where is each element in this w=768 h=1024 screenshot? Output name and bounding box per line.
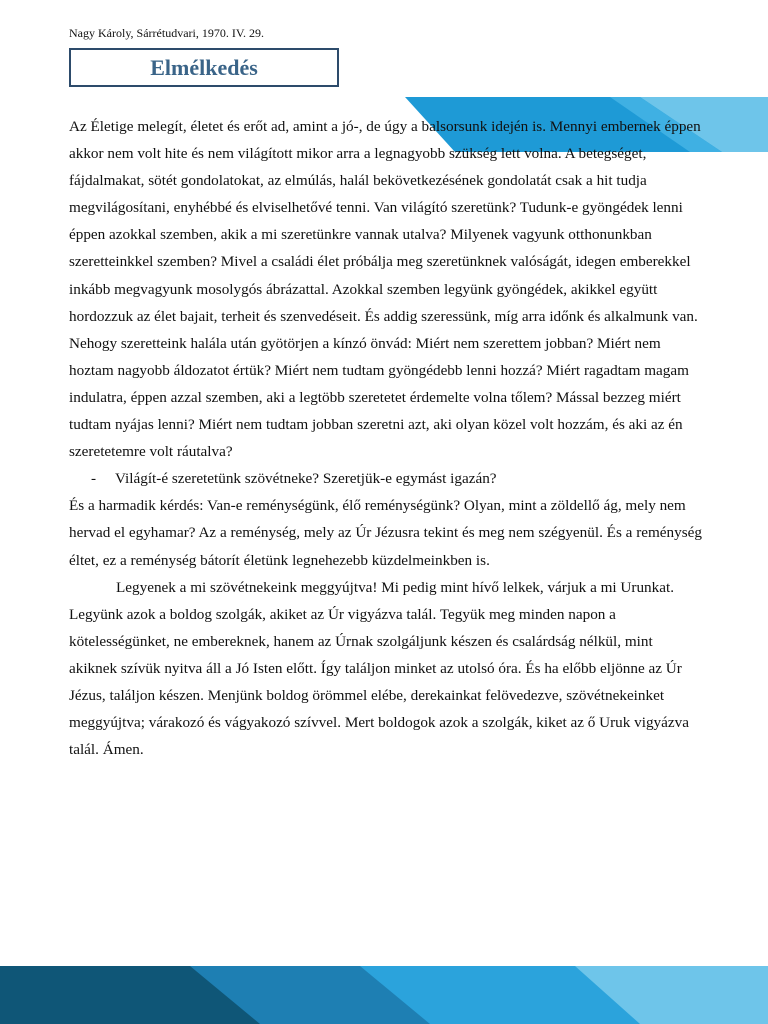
- bullet-text: Világít-é szeretetünk szövétneke? Szeretjük-e egymást igazán?: [115, 470, 497, 488]
- bullet-marker: -: [91, 470, 97, 488]
- body-text: [69, 113, 704, 763]
- paragraph: Az Életige melegít, életet és erőt ad, amint a jó-, de úgy a balsorsunk idején is. Mennyi embernek éppen akkor nem volt hite és nem világított mikor arra a legnagyobb szükség lett volna. A betegséget, fájdalmakat, sötét gondolatokat, az elmúlás, halál bekövetkezésének gondolatát csak a hit tudja megvilágosítani, enyhébbé és elviselhetővé tenni. Van világító szeretünk? Tudunk-e gyöngédek lenni éppen azokkal szemben, akik a mi szeretünkre vannak utalva? Milyenek vagyunk otthonunkban szeretteinkkel szemben? Mivel a családi élet próbálja meg szeretünknek valóságát, idegen emberekkel inkább megvagyunk mosolygós ábrázattal. Azokkal szemben legyünk gyöngédek, akikkel együtt hordozzuk az élet bajait, terheit és szenvedéseit. És addig szeressünk, míg arra időnk és alkalmunk van. Nehogy szeretteink halála után gyötörjen a kínzó önvád: Miért nem szerettem jobban? Miért nem hoztam nagyobb áldozatot értük? Miért nem tudtam gyöngédebb lenni hozzá? Miért ragadtam magam indulatra, éppen azzal szemben, aki a legtöbb szeretetet érdemelte volna tőlem? Mással bezzeg miért tudtam nyájas lenni? Miért nem tudtam jobban szeretni azt, aki olyan közel volt hozzám, és aki az én szeretetemre volt ráutalva?: [69, 118, 701, 461]
- paragraph: Legyenek a mi szövétnekeink meggyújtva! Mi pedig mint hívő lelkek, várjuk a mi Urunkat. Legyünk azok a boldog szolgák, akiket az Úr vigyázva talál. Tegyük meg minden napon a kötelességünket, ne embereknek, hanem az Úrnak szolgáljunk készen és csalárdság nélkül, mint akiknek szívük nyitva áll a Jó Isten előtt. Így találjon minket az utolsó óra. És ha előbb eljönne az Úr Jézus, találjon készen. Menjünk boldog örömmel elébe, derekainkat felövedezve, szövétnekeinket meggyújtva; várakozó és vágyakozó szívvel. Mert boldogok azok a szolgák, kiket az ő Uruk vigyázva talál. Ámen.: [69, 578, 689, 759]
- title-box: [69, 48, 339, 87]
- author-date-line: Nagy Károly, Sárrétudvari, 1970. IV. 29.: [69, 26, 264, 40]
- bullet-item: [69, 465, 704, 492]
- paragraph: És a harmadik kérdés: Van-e reménységünk, élő reménységünk? Olyan, mint a zöldellő ág, mely nem hervad el egyhamar? Az a reménység, mely az Úr Jézusra tekint és meg nem szégyenül. És a reménység éltet, ez a reménység bátorít életünk legnehezebb küzdelmeinkben is.: [69, 497, 702, 569]
- page-title: Elmélkedés: [150, 54, 258, 80]
